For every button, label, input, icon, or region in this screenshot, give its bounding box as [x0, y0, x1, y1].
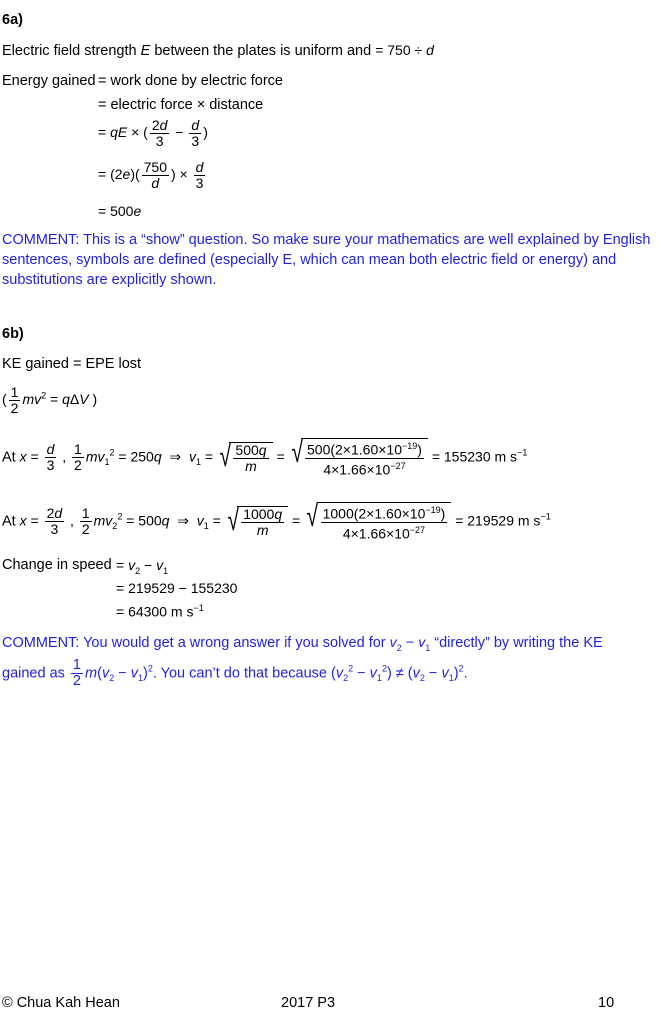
ke-epe-line: KE gained = EPE lost: [2, 356, 142, 372]
comment-6b-line-2: gained as $\frac{1}{2}$ $m(v_2 - v_1)^2$. You can’t do that because $(v_2^2 - v_1^2) \ne (v_2 - v_1)^2$.: [2, 657, 468, 689]
footer-author: © Chua Kah Hean: [2, 995, 120, 1011]
heading-6b: 6b): [2, 326, 24, 342]
footer-page-number: 10: [598, 995, 615, 1011]
at-x-2d-over-3-row: At x = $\frac{2d}{3}$ , $\frac{1}{2}$ $mv_2^2 = 500q$ ⇒ $v_1$ = √ $\frac{1000q}{m}$ = √ $\frac{1000(2\times 1.60\times 10^{-19})}{4\times 1.66\times 10^{-27}}$ = 219529 m $s^{-1}$: [2, 500, 551, 542]
at-x-d-over-3-row: At x = $\frac{d}{3}$ , $\frac{1}{2}$ $mv_1^2 = 250q$ ⇒ $v_1$ = √ $\frac{500q}{m}$ = √ $\frac{500(2\times 1.60\times 10^{-19})}{4\times 1.66\times 10^{-27}}$ = 155230 m $s^{-1}$: [2, 436, 528, 478]
change-step-3: = 64300 m $s^{-1}$: [116, 603, 204, 620]
step-substitution: = (2e)( $\frac{750}{d}$ ) × $\frac{d}{3}$: [98, 159, 204, 191]
comment-6a: COMMENT: This is a “show” question. So make sure your mathematics are well explained by English sentences, symbols are defined (especially E, which can mean both electric field or energy) and substitutions are explicitly shown.: [2, 232, 651, 288]
change-in-speed-label: Change in speed: [2, 557, 112, 573]
comment-6b-line-1: COMMENT: You would get a wrong answer if you solved for $v_2 - v_1$ “directly” by writing the KE: [2, 634, 603, 653]
step-force-distance: = electric force × distance: [98, 97, 264, 113]
heading-6a: 6a): [2, 12, 23, 28]
footer-paper: 2017 P3: [281, 995, 336, 1011]
change-step-2: = 219529 − 155230: [116, 580, 238, 596]
field-strength-line: Electric field strength E between the plates is uniform and = 750 ÷ d: [2, 42, 434, 59]
step-result-500e: = 500e: [98, 203, 142, 219]
energy-gained-label: Energy gained: [2, 73, 96, 89]
change-step-1: = $v_2 - v_1$: [116, 557, 169, 576]
energy-equation: ( $\frac{1}{2}$ $mv^2 = q\Delta V$ ): [2, 384, 98, 416]
step-qe-expression: = qE × ( $\frac{2d}{3}$ − $\frac{d}{3}$ ): [98, 117, 208, 149]
step-work-done: = work done by electric force: [98, 73, 283, 89]
